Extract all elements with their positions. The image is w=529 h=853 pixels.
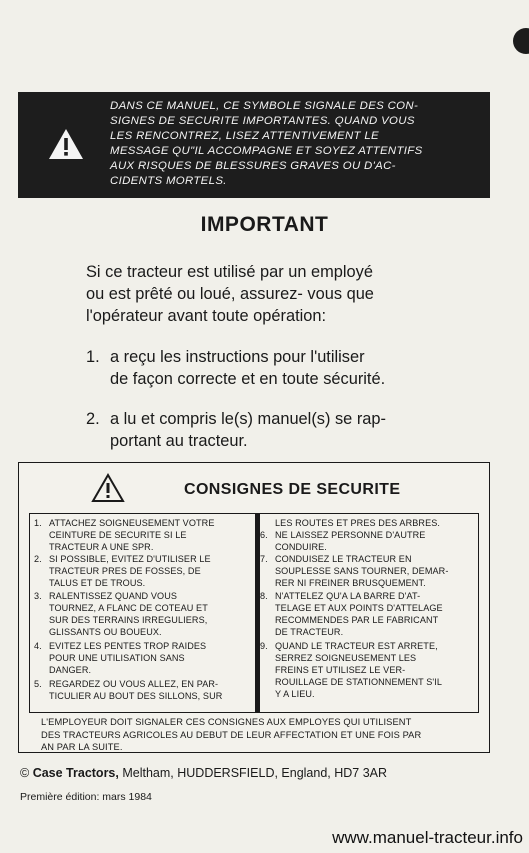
rule-number: 6. [260, 530, 268, 540]
rule-number: 2. [34, 554, 42, 564]
edition-date: Première édition: mars 1984 [20, 791, 152, 803]
rule-text: RALENTISSEZ QUAND VOUS TOURNEZ, A FLANC DE COTEAU ET SUR DES TERRAINS IRREGULIERS, GLISSANTS OU BOUEUX. [49, 591, 208, 637]
item-number: 1. [86, 348, 100, 366]
rule-text: CONDUISEZ LE TRACTEUR EN SOUPLESSE SANS TOURNER, DEMAR- RER NI FREINER BRUSQUEMENT. [275, 554, 449, 588]
rule-text: REGARDEZ OU VOUS ALLEZ, EN PAR- TICULIER AU BOUT DES SILLONS, SUR [49, 679, 223, 701]
item-text: a reçu les instructions pour l'utiliser de façon correcte et en toute sécurité. [110, 348, 386, 388]
rule-text: EVITEZ LES PENTES TROP RAIDES POUR UNE UTILISATION SANS DANGER. [49, 641, 207, 675]
rule-text: QUAND LE TRACTEUR EST ARRETE, SERREZ SOIGNEUSEMENT LES FREINS ET UTILISEZ LE VER- ROUILLAGE DE STATIONNEMENT S'IL Y A LIEU. [275, 641, 443, 699]
safety-header [19, 463, 489, 510]
copyright-line [20, 766, 387, 780]
safety-rules-panel [29, 513, 479, 713]
rule-number: 8. [260, 591, 268, 601]
warning-triangle-icon [48, 128, 84, 160]
safety-instructions-box [18, 462, 490, 753]
company-name: Case Tractors, [32, 766, 119, 780]
warning-triangle-icon [91, 473, 125, 503]
rule-number: 5. [34, 679, 42, 689]
rule-text: ATTACHEZ SOIGNEUSEMENT VOTRE CEINTURE DE SECURITE SI LE TRACTEUR A UNE SPR. [49, 518, 215, 552]
warning-banner [18, 92, 490, 198]
safety-title: CONSIGNES DE SECURITE [184, 481, 401, 498]
site-url: www.manuel-tracteur.info [332, 828, 523, 847]
rule-number: 3. [34, 591, 42, 601]
rule-text: LES ROUTES ET PRES DES ARBRES. [275, 518, 441, 528]
rule-number: 4. [34, 641, 42, 651]
rule-number: 7. [260, 554, 268, 564]
important-title: IMPORTANT [200, 213, 329, 236]
rule-text: NE LAISSEZ PERSONNE D'AUTRE CONDUIRE. [275, 530, 426, 552]
punch-hole [513, 28, 529, 54]
important-intro: Si ce tracteur est utilisé par un employé ou est prêté ou loué, assurez- vous que l'opérateur avant toute opération: [86, 263, 374, 325]
item-number: 2. [86, 410, 100, 428]
rule-number: 9. [260, 641, 268, 651]
company-address: Meltham, HUDDERSFIELD, England, HD7 3AR [122, 766, 388, 780]
copyright-symbol: © [20, 766, 30, 780]
rule-number: 1. [34, 518, 42, 528]
employer-notice: L'EMPLOYEUR DOIT SIGNALER CES CONSIGNES AUX EMPLOYES QUI UTILISENT DES TRACTEURS AGRICOLES AU DEBUT DE LEUR AFFECTATION ET UNE FOIS PAR AN PAR LA SUITE. [41, 717, 422, 752]
warning-banner-text: DANS CE MANUEL, CE SYMBOLE SIGNALE DES CON- SIGNES DE SECURITE IMPORTANTES. QUAND VOUS LES RENCONTREZ, LISEZ ATTENTIVEMENT LE MESSAGE QU"IL ACCOMPAGNE ET SOYEZ ATTENTIFS AUX RISQUES DE BLESSURES GRAVES OU D'AC- CIDENTS MORTELS. [110, 100, 423, 187]
rule-text: N'ATTELEZ QU'A LA BARRE D'AT- TELAGE ET AUX POINTS D'ATTELAGE RECOMMENDES PAR LE FABRICANT DE TRACTEUR. [275, 591, 443, 637]
column-divider [255, 513, 260, 713]
item-text: a lu et compris le(s) manuel(s) se rap- portant au tracteur. [110, 410, 386, 450]
rule-text: SI POSSIBLE, EVITEZ D'UTILISER LE TRACTEUR PRES DE FOSSES, DE TALUS ET DE TROUS. [49, 554, 211, 588]
